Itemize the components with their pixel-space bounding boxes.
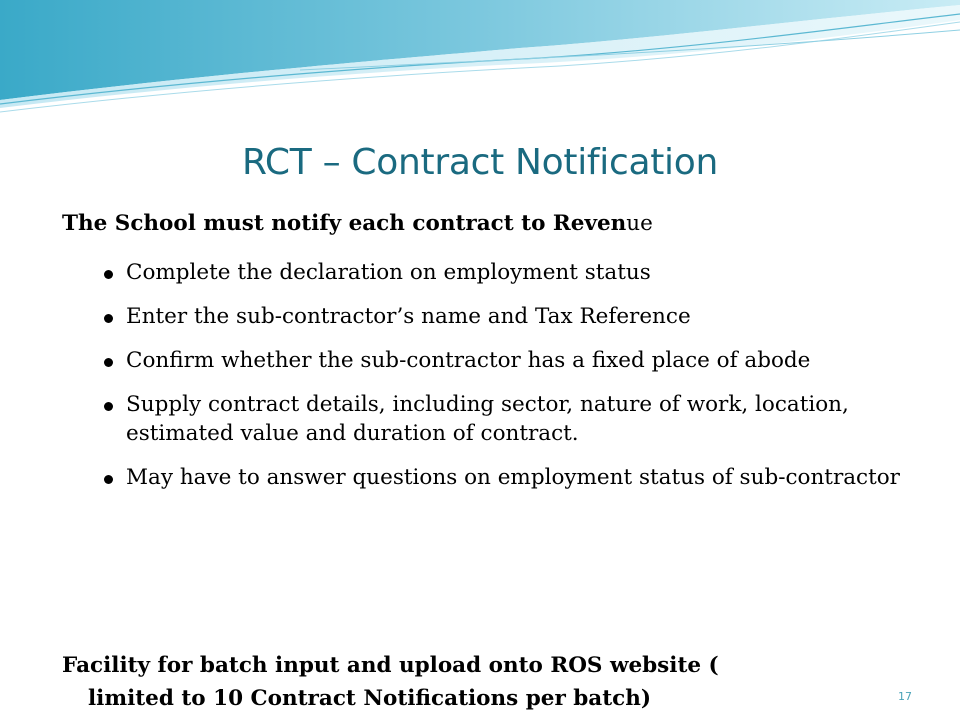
bullet-icon <box>104 314 113 323</box>
batch-upload-note-line1: Facility for batch input and upload onto ROS website ( <box>62 653 719 678</box>
list-item-text: Confirm whether the sub-contractor has a fixed place of abode <box>126 348 811 373</box>
lead-statement-bold: The School must notify each contract to Reven <box>62 211 627 236</box>
list-item <box>104 302 904 331</box>
list-item-text: Enter the sub-contractor’s name and Tax Reference <box>126 304 691 329</box>
lead-statement <box>62 211 653 236</box>
list-item <box>104 346 904 375</box>
list-item-text: Supply contract details, including sector, nature of work, location, estimated value and duration of contract. <box>126 392 849 446</box>
slide-title: RCT – Contract Notification <box>241 142 718 183</box>
list-item-text: Complete the declaration on employment status <box>126 260 651 285</box>
requirements-list <box>104 258 904 507</box>
list-item-text: May have to answer questions on employment status of sub-contractor <box>126 465 900 490</box>
list-item <box>104 463 904 492</box>
list-item <box>104 258 904 287</box>
bullet-icon <box>104 358 113 367</box>
lead-statement-rest: ue <box>626 211 653 236</box>
page-number: 17 <box>898 690 912 703</box>
batch-upload-note-line2: limited to 10 Contract Notifications per batch) <box>88 686 652 711</box>
bullet-icon <box>104 270 113 279</box>
batch-upload-note <box>62 649 892 715</box>
bullet-icon <box>104 475 113 484</box>
bullet-icon <box>104 402 113 411</box>
list-item <box>104 390 904 448</box>
header-wave-decoration <box>0 0 960 130</box>
